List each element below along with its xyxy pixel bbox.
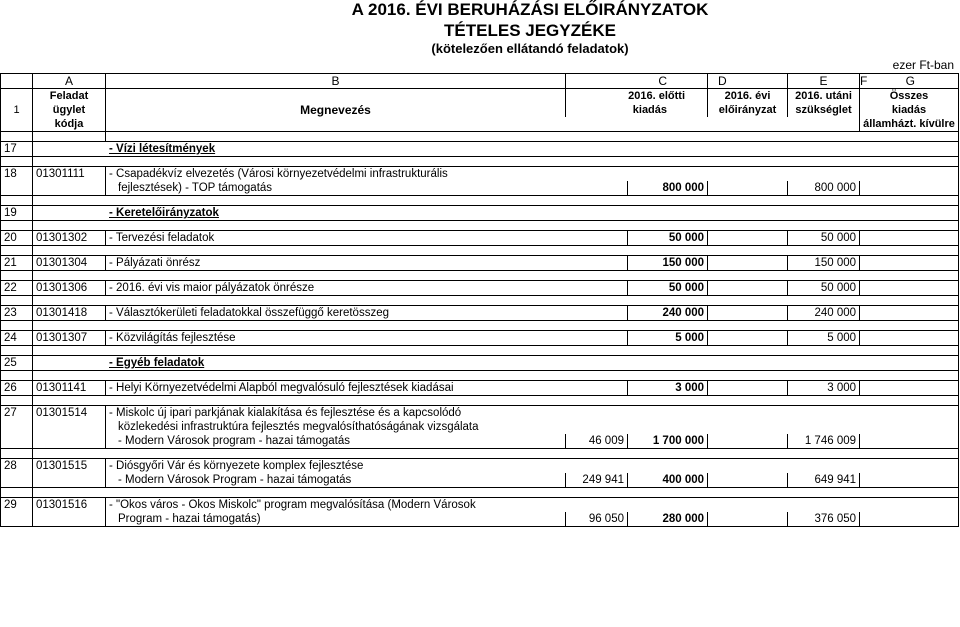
- value-f: 50 000: [788, 231, 860, 246]
- table-row: [1, 281, 959, 296]
- value-f: 240 000: [788, 306, 860, 321]
- value-d: 150 000: [628, 256, 708, 271]
- row-number: 23: [1, 306, 33, 321]
- col-letter-fg: [860, 74, 959, 89]
- col-letter-d: D: [708, 74, 788, 89]
- table-row: [1, 231, 959, 246]
- value-d: 240 000: [628, 306, 708, 321]
- column-letters-row: [1, 74, 959, 89]
- row-name-cont: Program - hazai támogatás): [106, 512, 566, 527]
- row-name: - Választókerületi feladatokkal összefüggő keretösszeg: [106, 306, 628, 321]
- value-f: 5 000: [788, 331, 860, 346]
- header-a-1: Feladat: [33, 89, 106, 104]
- value-f: 800 000: [788, 181, 860, 196]
- spacer-row: [1, 157, 959, 167]
- col-letter-f: F: [860, 74, 868, 88]
- row-name-text: - Vízi létesítmények: [109, 143, 216, 155]
- value-d: 800 000: [628, 181, 708, 196]
- row-number: 19: [1, 206, 33, 221]
- value-d: 50 000: [628, 231, 708, 246]
- table-row: [1, 459, 959, 474]
- table-row-cont: [1, 473, 959, 488]
- value-f: 150 000: [788, 256, 860, 271]
- column-header-row-2: [1, 103, 959, 117]
- row-number: 22: [1, 281, 33, 296]
- table-row: [1, 256, 959, 271]
- spacer-row: [1, 132, 959, 142]
- col-letter-c: C: [566, 74, 708, 89]
- row-number: 20: [1, 231, 33, 246]
- row-number: 18: [1, 167, 33, 182]
- table-row: [1, 356, 959, 371]
- table-row: [1, 167, 959, 182]
- value-f: 3 000: [788, 381, 860, 396]
- header-e-2: szükséglet: [788, 103, 860, 117]
- spacer-row: [1, 196, 959, 206]
- row-code: 01301304: [33, 256, 106, 271]
- row-code: 01301307: [33, 331, 106, 346]
- row-number: 26: [1, 381, 33, 396]
- spacer-row: [1, 396, 959, 406]
- row-name: [33, 356, 959, 371]
- row-name: - Közvilágítás fejlesztése: [106, 331, 628, 346]
- row-number: 21: [1, 256, 33, 271]
- column-header-row-1: [1, 89, 959, 104]
- spacer-row: [1, 449, 959, 459]
- row-number-header: [1, 89, 33, 104]
- header-d-2: előirányzat: [708, 103, 788, 117]
- value-d: 280 000: [628, 512, 708, 527]
- table-row-cont: [1, 434, 959, 449]
- row-name: [33, 142, 959, 157]
- header-g-3: államházt. kívülre: [860, 117, 959, 132]
- header-a-2: ügylet: [33, 103, 106, 117]
- row-number: 24: [1, 331, 33, 346]
- row-name: - Diósgyőri Vár és környezete komplex fejlesztése: [106, 459, 959, 474]
- table-row-cont: [1, 512, 959, 527]
- table-row: [1, 331, 959, 346]
- unit-label: ezer Ft-ban: [892, 58, 954, 72]
- row-number-label: 1: [1, 103, 33, 117]
- row-code: 01301516: [33, 498, 106, 513]
- header-b-blank: [106, 89, 566, 104]
- subtitle: (kötelezően ellátandó feladatok): [431, 41, 629, 56]
- row-name: - Csapadékvíz elvezetés (Városi környezetvédelmi infrastrukturális: [106, 167, 959, 182]
- col-letter-a: A: [33, 74, 106, 89]
- row-name: - Helyi Környezetvédelmi Alapból megvalósuló fejlesztések kiadásai: [106, 381, 628, 396]
- header-a-3: kódja: [33, 117, 106, 132]
- row-name-text: - Keretelőirányzatok: [109, 207, 219, 219]
- title-line-2: TÉTELES JEGYZÉKE: [444, 21, 616, 40]
- header-blank-cell: [1, 117, 33, 132]
- spacer-row: [1, 296, 959, 306]
- row-code: 01301141: [33, 381, 106, 396]
- value-f: 649 941: [788, 473, 860, 488]
- row-name-cont: közlekedési infrastruktúra fejlesztés megvalósíthatóságának vizsgálata: [106, 420, 959, 434]
- header-c-1: 2016. előtti: [566, 89, 708, 104]
- spacer-row: [1, 246, 959, 256]
- value-d: 400 000: [628, 473, 708, 488]
- row-name-cont: fejlesztések) - TOP támogatás: [106, 181, 628, 196]
- row-code: 01301306: [33, 281, 106, 296]
- row-number: 17: [1, 142, 33, 157]
- value-d: 3 000: [628, 381, 708, 396]
- spacer-row: [1, 321, 959, 331]
- table-row: [1, 206, 959, 221]
- row-name: - Tervezési feladatok: [106, 231, 628, 246]
- row-code: 01301302: [33, 231, 106, 246]
- table-row: [1, 406, 959, 421]
- corner-cell: [1, 74, 33, 89]
- col-letter-b: B: [106, 74, 566, 89]
- spacer-row: [1, 346, 959, 356]
- column-header-row-3: [1, 117, 959, 132]
- table-row-cont: [1, 420, 959, 434]
- row-code: 01301514: [33, 406, 106, 421]
- row-name: - "Okos város - Okos Miskolc" program megvalósítása (Modern Városok: [106, 498, 959, 513]
- header-f-2: kiadás: [860, 103, 959, 117]
- spacer-row: [1, 271, 959, 281]
- header-e-1: 2016. utáni: [788, 89, 860, 104]
- spacer-row: [1, 488, 959, 498]
- row-code: 01301111: [33, 167, 106, 182]
- spacer-row: [1, 371, 959, 381]
- col-letter-e: E: [788, 74, 860, 89]
- value-c: 46 009: [566, 434, 628, 449]
- value-d: 5 000: [628, 331, 708, 346]
- table-row: [1, 306, 959, 321]
- title-line-1: A 2016. ÉVI BERUHÁZÁSI ELŐIRÁNYZATOK: [351, 0, 709, 19]
- row-number: 25: [1, 356, 33, 371]
- row-number: 29: [1, 498, 33, 513]
- spacer-row: [1, 221, 959, 231]
- table-row: [1, 498, 959, 513]
- header-f-1: Összes: [860, 89, 959, 104]
- row-name: - Miskolc új ipari parkjának kialakítása és fejlesztése és a kapcsolódó: [106, 406, 959, 421]
- value-d: 50 000: [628, 281, 708, 296]
- table-row-cont: [1, 181, 959, 196]
- table-row: [1, 142, 959, 157]
- value-c: 249 941: [566, 473, 628, 488]
- row-name-cont: - Modern Városok Program - hazai támogatás: [106, 473, 566, 488]
- row-code: 01301515: [33, 459, 106, 474]
- header-b: Megnevezés: [106, 103, 566, 117]
- row-name: [33, 206, 959, 221]
- row-number: 27: [1, 406, 33, 421]
- header-d-1: 2016. évi: [708, 89, 788, 104]
- value-c: 96 050: [566, 512, 628, 527]
- header-blank-span: [106, 117, 860, 132]
- col-letter-g: G: [905, 74, 916, 88]
- value-f: 1 746 009: [788, 434, 860, 449]
- row-name: - 2016. évi vis maior pályázatok önrésze: [106, 281, 628, 296]
- investment-table: [0, 73, 959, 527]
- table-row: [1, 381, 959, 396]
- header-c-2: kiadás: [566, 103, 708, 117]
- value-f: 376 050: [788, 512, 860, 527]
- row-name-cont: - Modern Városok program - hazai támogatás: [106, 434, 566, 449]
- value-f: 50 000: [788, 281, 860, 296]
- value-d: 1 700 000: [628, 434, 708, 449]
- row-name-text: - Egyéb feladatok: [109, 357, 205, 369]
- row-number: 28: [1, 459, 33, 474]
- row-name: - Pályázati önrész: [106, 256, 628, 271]
- row-code: 01301418: [33, 306, 106, 321]
